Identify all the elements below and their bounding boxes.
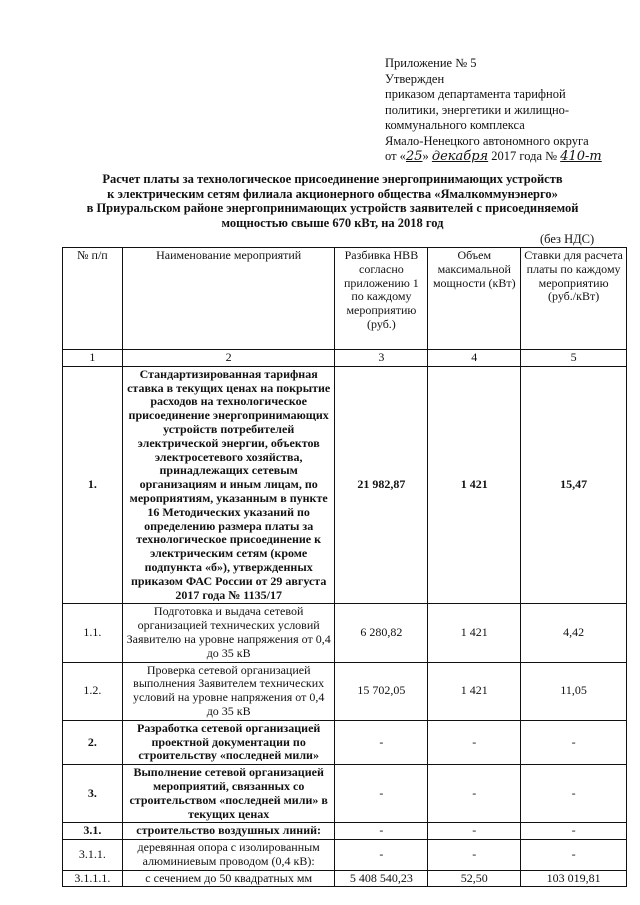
handwritten-day: 25 <box>405 149 423 164</box>
row-rate: 15,47 <box>521 366 627 604</box>
row-name: Выполнение сетевой организацией мероприятий, связанных со строительством «последней мили» в текущих ценах <box>122 765 335 823</box>
date-mid: » <box>422 149 432 163</box>
tariff-table <box>62 247 627 887</box>
col-number: 1 <box>63 350 123 367</box>
header-num: № п/п <box>63 248 123 350</box>
row-name: с сечением до 50 квадратных мм <box>122 870 335 887</box>
row-nvv: 21 982,87 <box>335 366 428 604</box>
date-prefix: от « <box>385 149 406 163</box>
row-num: 3.1.1. <box>63 840 123 871</box>
row-num: 3.1.1.1. <box>63 870 123 887</box>
approval-line: Приложение № 5 <box>385 56 477 70</box>
col-number: 3 <box>335 350 428 367</box>
approval-line: политики, энергетики и жилищно- <box>385 102 570 117</box>
row-rate: 4,42 <box>521 604 627 662</box>
table-row <box>63 870 627 887</box>
row-nvv: - <box>335 823 428 840</box>
col-number: 4 <box>428 350 521 367</box>
row-nvv: - <box>335 765 428 823</box>
title-line: мощностью свыше 670 кВт, на 2018 год <box>221 215 444 230</box>
row-power: 1 421 <box>428 662 521 720</box>
row-num: 3. <box>63 765 123 823</box>
approval-date-line <box>385 149 625 165</box>
table-row <box>63 840 627 871</box>
document-title <box>60 172 605 230</box>
row-num: 3.1. <box>63 823 123 840</box>
approval-line: Ямало-Ненецкого автономного округа <box>385 133 589 148</box>
row-num: 1. <box>63 366 123 604</box>
row-nvv: 15 702,05 <box>335 662 428 720</box>
table-row <box>63 823 627 840</box>
row-name: Стандартизированная тарифная ставка в текущих ценах на покрытие расходов на технологическое присоединение энергопринимающих устройств потребителей электрической энергии, объектов электросетевого хозяйства, принадлежащих сетевым организациям и иным лицам, по мероприятиям, указанным в пункте 16 Методических указаний по определению размера платы за технологическое присоединение к электрическим сетям (кроме подпункта «б»), утвержденных приказом ФАС России от 29 августа 2017 года № 1135/17 <box>122 366 335 604</box>
row-nvv: - <box>335 840 428 871</box>
table-row <box>63 604 627 662</box>
row-num: 1.2. <box>63 662 123 720</box>
row-rate: - <box>521 840 627 871</box>
approval-line: приказом департамента тарифной <box>385 87 566 101</box>
row-power: 1 421 <box>428 366 521 604</box>
row-rate: 11,05 <box>521 662 627 720</box>
row-nvv: 6 280,82 <box>335 604 428 662</box>
title-line: к электрическим сетям филиала акционерного общества «Ямалкоммунэнерго» <box>107 186 558 201</box>
table-row <box>63 366 627 604</box>
row-rate: - <box>521 765 627 823</box>
header-rate: Ставки для расчета платы по каждому мероприятию (руб./кВт) <box>521 248 627 350</box>
approval-line: коммунального комплекса <box>385 118 525 132</box>
col-number: 5 <box>521 350 627 367</box>
title-line: Расчет платы за технологическое присоединение энергопринимающих устройств <box>102 172 563 186</box>
row-name: Разработка сетевой организацией проектной документации по строительству «последней мили» <box>122 720 335 764</box>
row-rate: 103 019,81 <box>521 870 627 887</box>
date-year: 2017 года № <box>488 149 561 163</box>
row-num: 1.1. <box>63 604 123 662</box>
row-num: 2. <box>63 720 123 764</box>
row-rate: - <box>521 720 627 764</box>
table-row <box>63 662 627 720</box>
approval-block <box>385 56 625 165</box>
title-line: в Приуральском районе энергопринимающих устройств заявителей с присоединяемой <box>86 201 579 215</box>
header-nvv: Разбивка НВВ согласно приложению 1 по каждому мероприятию (руб.) <box>335 248 428 350</box>
row-power: - <box>428 823 521 840</box>
row-power: - <box>428 720 521 764</box>
row-nvv: - <box>335 720 428 764</box>
row-power: - <box>428 840 521 871</box>
header-power: Объем максимальной мощности (кВт) <box>428 248 521 350</box>
approval-line: Утвержден <box>385 71 445 86</box>
row-name: деревянная опора с изолированным алюминиевым проводом (0,4 кВ): <box>122 840 335 871</box>
row-rate: - <box>521 823 627 840</box>
header-row <box>63 248 627 350</box>
row-power: 1 421 <box>428 604 521 662</box>
row-name: Проверка сетевой организацией выполнения Заявителем технических условий на уровне напряжения от 0,4 до 35 кВ <box>122 662 335 720</box>
row-power: 52,50 <box>428 870 521 887</box>
handwritten-month: декабря <box>431 149 489 164</box>
vat-note: (без НДС) <box>540 232 595 246</box>
column-number-row <box>63 350 627 367</box>
table-row <box>63 720 627 764</box>
row-name: строительство воздушных линий: <box>122 823 335 840</box>
row-name: Подготовка и выдача сетевой организацией технических условий Заявителю на уровне напряжения от 0,4 до 35 кВ <box>122 604 335 662</box>
col-number: 2 <box>122 350 335 367</box>
table-row <box>63 765 627 823</box>
handwritten-order-number: 410-т <box>560 149 602 164</box>
header-name: Наименование мероприятий <box>122 248 335 350</box>
row-power: - <box>428 765 521 823</box>
row-nvv: 5 408 540,23 <box>335 870 428 887</box>
